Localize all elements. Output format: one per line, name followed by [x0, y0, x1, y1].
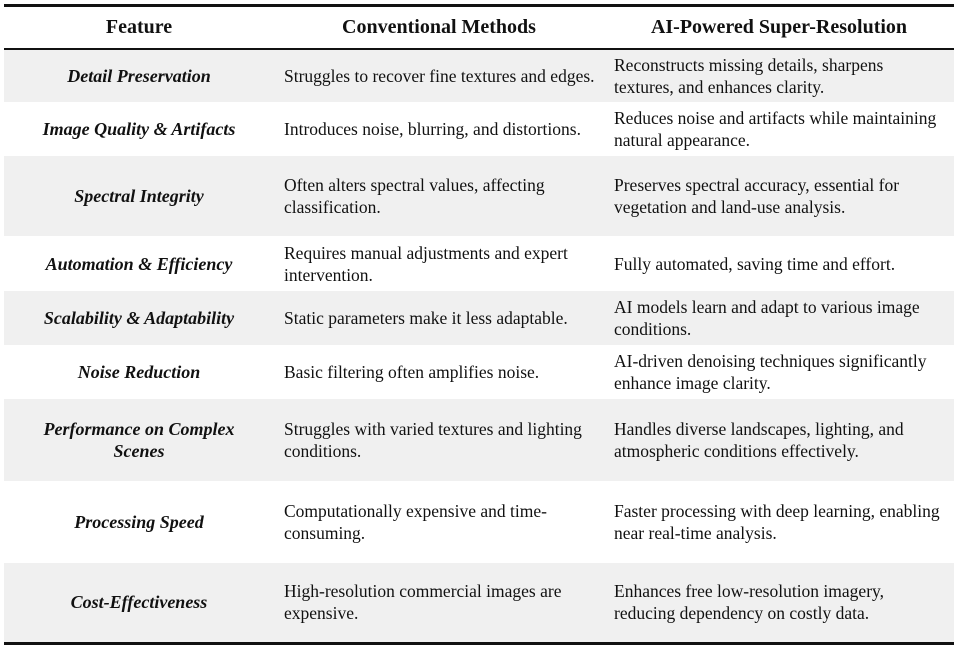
ai-cell: Fully automated, saving time and effort. [614, 253, 896, 274]
feature-cell: Cost-Effectiveness [4, 563, 274, 643]
conventional-cell: Computationally expensive and time-consuming. [284, 501, 547, 543]
table-row [4, 156, 954, 236]
feature-cell: Image Quality & Artifacts [42, 119, 236, 139]
header-ai-super-resolution: AI-Powered Super-Resolution [604, 6, 954, 50]
ai-cell: Reconstructs missing details, sharpens textures, and enhances clarity. [604, 49, 954, 102]
comparison-table [4, 4, 954, 645]
ai-cell: AI-driven denoising techniques significantly enhance image clarity. [614, 351, 927, 393]
feature-cell: Noise Reduction [77, 362, 201, 382]
table-row [4, 563, 954, 643]
feature-cell: Detail Preservation [4, 49, 274, 102]
table-header [4, 6, 954, 50]
table-body [4, 49, 954, 643]
feature-cell: Automation & Efficiency [45, 253, 233, 274]
header-feature: Feature [4, 6, 274, 50]
table-row [4, 481, 954, 563]
header-row [4, 6, 954, 50]
header-conventional-methods: Conventional Methods [274, 6, 604, 50]
feature-cell: Spectral Integrity [4, 156, 274, 236]
feature-cell: Performance on Complex Scenes [4, 399, 274, 481]
ai-cell: AI models learn and adapt to various image conditions. [604, 291, 954, 345]
table-row [4, 236, 954, 291]
table-row [4, 345, 954, 399]
ai-cell: Preserves spectral accuracy, essential for vegetation and land-use analysis. [604, 156, 954, 236]
conventional-cell: Often alters spectral values, affecting classification. [274, 156, 604, 236]
ai-cell: Faster processing with deep learning, enabling near real-time analysis. [614, 501, 940, 543]
feature-cell: Scalability & Adaptability [4, 291, 274, 345]
conventional-cell: Introduces noise, blurring, and distortions. [284, 119, 581, 139]
feature-cell: Processing Speed [74, 512, 204, 532]
ai-cell: Reduces noise and artifacts while maintaining natural appearance. [614, 108, 937, 150]
table-row [4, 399, 954, 481]
table-row [4, 102, 954, 156]
comparison-table-container [4, 4, 954, 645]
conventional-cell: High-resolution commercial images are expensive. [274, 563, 604, 643]
conventional-cell: Struggles with varied textures and lighting conditions. [274, 399, 604, 481]
conventional-cell: Basic filtering often amplifies noise. [284, 362, 540, 382]
conventional-cell: Requires manual adjustments and expert intervention. [284, 242, 568, 285]
ai-cell: Enhances free low-resolution imagery, reducing dependency on costly data. [604, 563, 954, 643]
conventional-cell: Struggles to recover fine textures and edges. [274, 49, 604, 102]
table-row [4, 291, 954, 345]
ai-cell: Handles diverse landscapes, lighting, and atmospheric conditions effectively. [604, 399, 954, 481]
table-row [4, 49, 954, 102]
conventional-cell: Static parameters make it less adaptable. [274, 291, 604, 345]
